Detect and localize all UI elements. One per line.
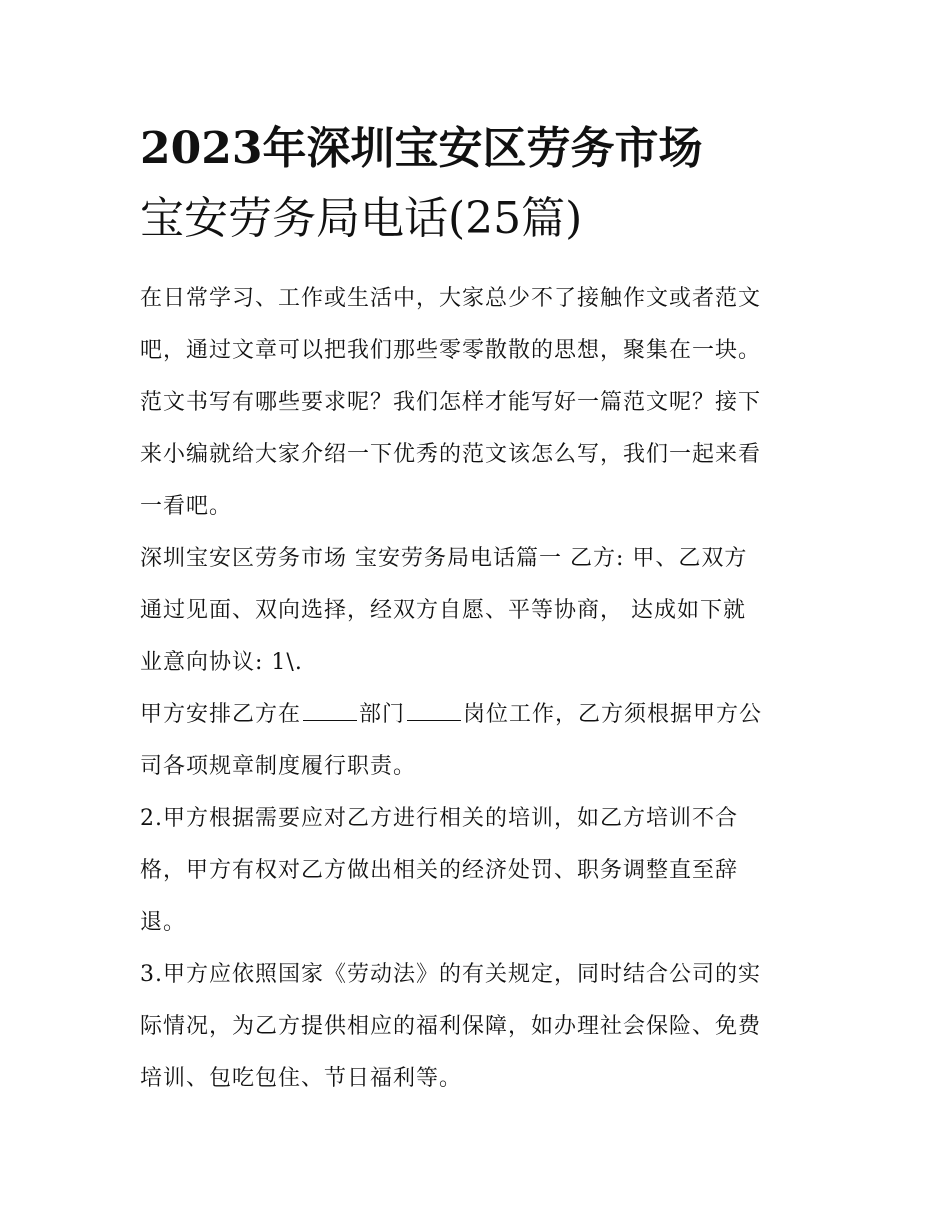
paragraph-row: 吧，通过文章可以把我们那些零零散散的思想，聚集在一块。 bbox=[140, 338, 762, 363]
paragraph-row: 通过见面、双向选择，经双方自愿、平等协商， 达成如下就 bbox=[140, 598, 746, 623]
clause-1-paragraph bbox=[140, 689, 812, 793]
clause-text: 部门 bbox=[359, 702, 406, 727]
paragraph-row: 在日常学习、工作或生活中，大家总少不了接触作文或者范文 bbox=[140, 286, 762, 311]
clause-text: 岗位工作，乙方须根据甲方公 bbox=[463, 702, 763, 727]
title-line-2: 宝安劳务局电话(25篇) bbox=[140, 193, 583, 244]
paragraph-row: 格，甲方有权对乙方做出相关的经济处罚、职务调整直至辞 bbox=[140, 858, 739, 883]
paragraph-row: 深圳宝安区劳务市场 宝安劳务局电话篇一 乙方: 甲、乙双方 bbox=[140, 546, 748, 571]
paragraph-row: 司各项规章制度履行职责。 bbox=[140, 754, 417, 779]
paragraph-row: 退。 bbox=[140, 910, 187, 935]
document-title bbox=[140, 117, 812, 251]
clause-2-paragraph bbox=[140, 793, 812, 949]
intro-paragraph bbox=[140, 273, 812, 533]
paragraph-row: 范文书写有哪些要求呢？我们怎样才能写好一篇范文呢？接下 bbox=[140, 390, 762, 415]
paragraph-row: 一看吧。 bbox=[140, 494, 233, 519]
document-content bbox=[140, 117, 812, 1105]
paragraph-row: 培训、包吃包住、节日福利等。 bbox=[140, 1066, 463, 1091]
paragraph-row: 3.甲方应依照国家《劳动法》的有关规定，同时结合公司的实 bbox=[140, 962, 761, 987]
paragraph-row: 来小编就给大家介绍一下优秀的范文该怎么写，我们一起来看 bbox=[140, 442, 762, 467]
paragraph-row: 2.甲方根据需要应对乙方进行相关的培训，如乙方培训不合 bbox=[140, 806, 738, 831]
agreement-intro-paragraph bbox=[140, 533, 812, 689]
title-line-1: 2023年深圳宝安区劳务市场 bbox=[140, 123, 703, 174]
paragraph-row: 业意向协议: 1\. bbox=[140, 650, 303, 675]
clause-3-paragraph bbox=[140, 949, 812, 1105]
paragraph-row: 际情况，为乙方提供相应的福利保障，如办理社会保险、免费 bbox=[140, 1014, 762, 1039]
paragraph-row bbox=[140, 689, 812, 741]
clause-text: 甲方安排乙方在 bbox=[140, 702, 302, 727]
document-body bbox=[140, 273, 812, 1105]
position-blank bbox=[407, 700, 461, 721]
department-blank bbox=[303, 700, 357, 721]
